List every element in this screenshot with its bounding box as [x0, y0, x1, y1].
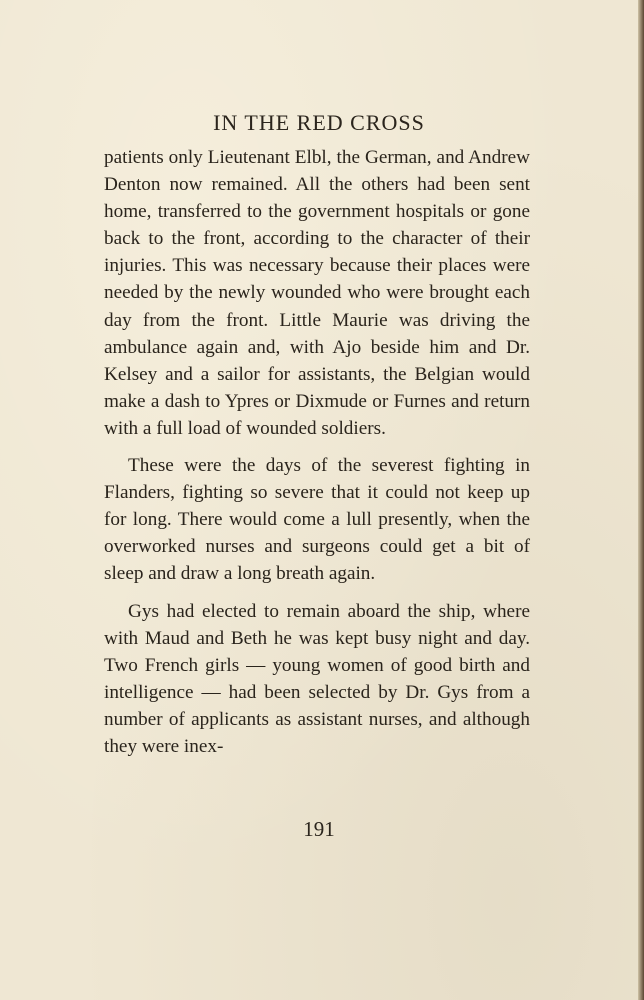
paragraph-1: patients only Lieutenant Elbl, the German, and Andrew Denton now remained. All the others had been sent home, transferred to the government hospitals or gone back to the front, according to the character of their injuries. This was necessary because their places were needed by the newly wounded who were brought each day from the front. Little Maurie was driving the ambulance again and, with Ajo beside him and Dr. Kelsey and a sailor for assistants, the Belgian would make a dash to Ypres or Dixmude or Furnes and return with a full load of wounded soldiers. [104, 147, 530, 439]
page-number: 191 [303, 817, 335, 841]
paragraph-3: Gys had elected to remain aboard the ship, where with Maud and Beth he was kept busy night and day. Two French girls — young women of good birth and intelligence — had been selected by Dr. Gys from a number of applicants as assistant nurses, and although they were inex- [104, 600, 530, 757]
page-edge-shadow [638, 0, 644, 1000]
running-head: IN THE RED CROSS [213, 110, 425, 135]
paragraph-2: These were the days of the severest fighting in Flanders, fighting so severe that it could not keep up for long. There would come a lull presently, when the overworked nurses and surgeons could get a bit of sleep and draw a long breath again. [104, 455, 530, 585]
body-text [104, 144, 530, 770]
